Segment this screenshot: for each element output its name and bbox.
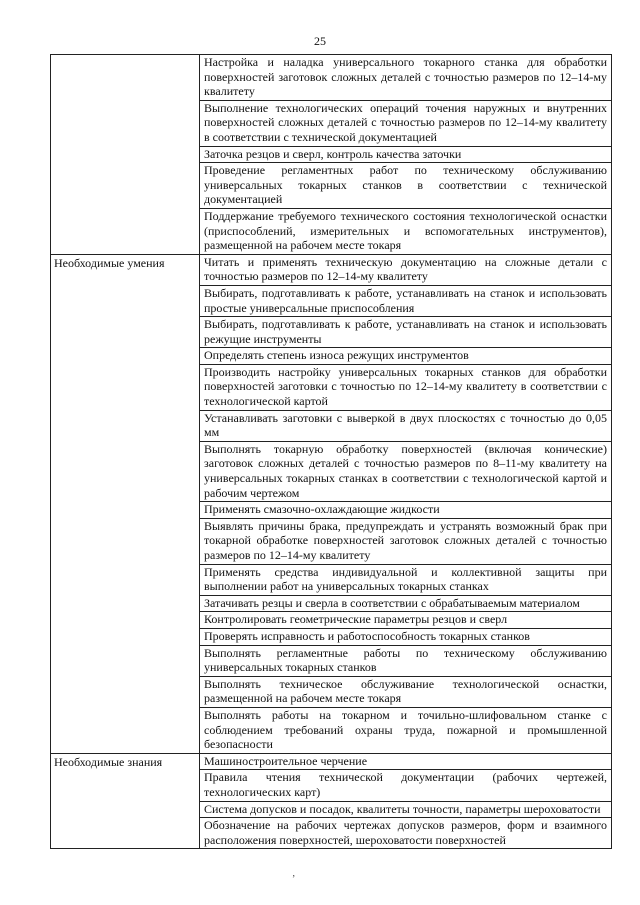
knowledge-item: Система допусков и посадок, квалитеты точности, параметры шероховатости [200,801,612,818]
knowledge-item: Машиностроительное черчение [200,753,612,770]
skill-item: Выполнять работы на токарном и точильно-шлифовальном станке с соблюдением требований охраны труда, пожарной и промышленной безопасности [200,707,612,753]
knowledge-item: Правила чтения технической документации (рабочих чертежей, технологических карт) [200,770,612,801]
skill-item: Производить настройку универсальных токарных станков для обработки поверхностей заготовки с точностью по 12–14-му квалитету в соответствии с технологической картой [200,364,612,410]
skill-item: Применять средства индивидуальной и коллективной защиты при выполнении работ на универсальных токарных станках [200,564,612,595]
skill-row [51,254,612,285]
labor-action-row [51,55,612,101]
skill-item: Выбирать, подготавливать к работе, устанавливать на станок и использовать режущие инструменты [200,317,612,348]
competency-table [50,54,612,849]
skill-item: Устанавливать заготовки с выверкой в двух плоскостях с точностью до 0,05 мм [200,410,612,441]
skill-item: Затачивать резцы и сверла в соответствии с обрабатываемым материалом [200,595,612,612]
skill-item: Читать и применять техническую документацию на сложные детали с точностью размеров по 12–14-му квалитету [200,254,612,285]
skill-label: Необходимые умения [51,254,200,753]
skill-item: Определять степень износа режущих инструментов [200,348,612,365]
skill-item: Проверять исправность и работоспособность токарных станков [200,628,612,645]
labor-action-item: Заточка резцов и сверл, контроль качества заточки [200,146,612,163]
labor-action-item: Выполнение технологических операций точения наружных и внутренних поверхностей сложных деталей с точностью размеров по 12–14-му квалитету в соответствии с технической документацией [200,100,612,146]
skill-item: Выбирать, подготавливать к работе, устанавливать на станок и использовать простые универсальные приспособления [200,285,612,316]
skill-item: Выявлять причины брака, предупреждать и устранять возможный брак при токарной обработке поверхностей заготовок сложных деталей с точностью размеров по 12–14-му квалитету [200,518,612,564]
skill-item: Выполнять токарную обработку поверхностей (включая конические) заготовок сложных деталей с точностью размеров по 8–11-му квалитету на универсальных токарных станках в соответствии с технологической картой и рабочим чертежом [200,441,612,501]
skill-item: Применять смазочно-охлаждающие жидкости [200,502,612,519]
labor-action-label [51,55,200,255]
skill-item: Контролировать геометрические параметры резцов и сверл [200,612,612,629]
knowledge-label: Необходимые знания [51,753,200,849]
knowledge-item: Обозначение на рабочих чертежах допусков размеров, форм и взаимного расположения поверхностей, шероховатости поверхностей [200,818,612,849]
labor-action-item: Поддержание требуемого технического состояния технологической оснастки (приспособлений, измерительных и вспомогательных инструментов), размещенной на рабочем месте токаря [200,208,612,254]
knowledge-row [51,753,612,770]
skill-item: Выполнять техническое обслуживание технологической оснастки, размещенной на рабочем месте токаря [200,676,612,707]
page-number: 25 [314,34,326,48]
scan-mark: ‚ [292,868,296,879]
skill-item: Выполнять регламентные работы по техническому обслуживанию универсальных токарных станков [200,645,612,676]
labor-action-item: Настройка и наладка универсального токарного станка для обработки поверхностей заготовок сложных деталей с точностью размеров по 12–14-му квалитету [200,55,612,101]
labor-action-item: Проведение регламентных работ по техническому обслуживанию универсальных токарных станков в соответствии с технической документацией [200,163,612,209]
